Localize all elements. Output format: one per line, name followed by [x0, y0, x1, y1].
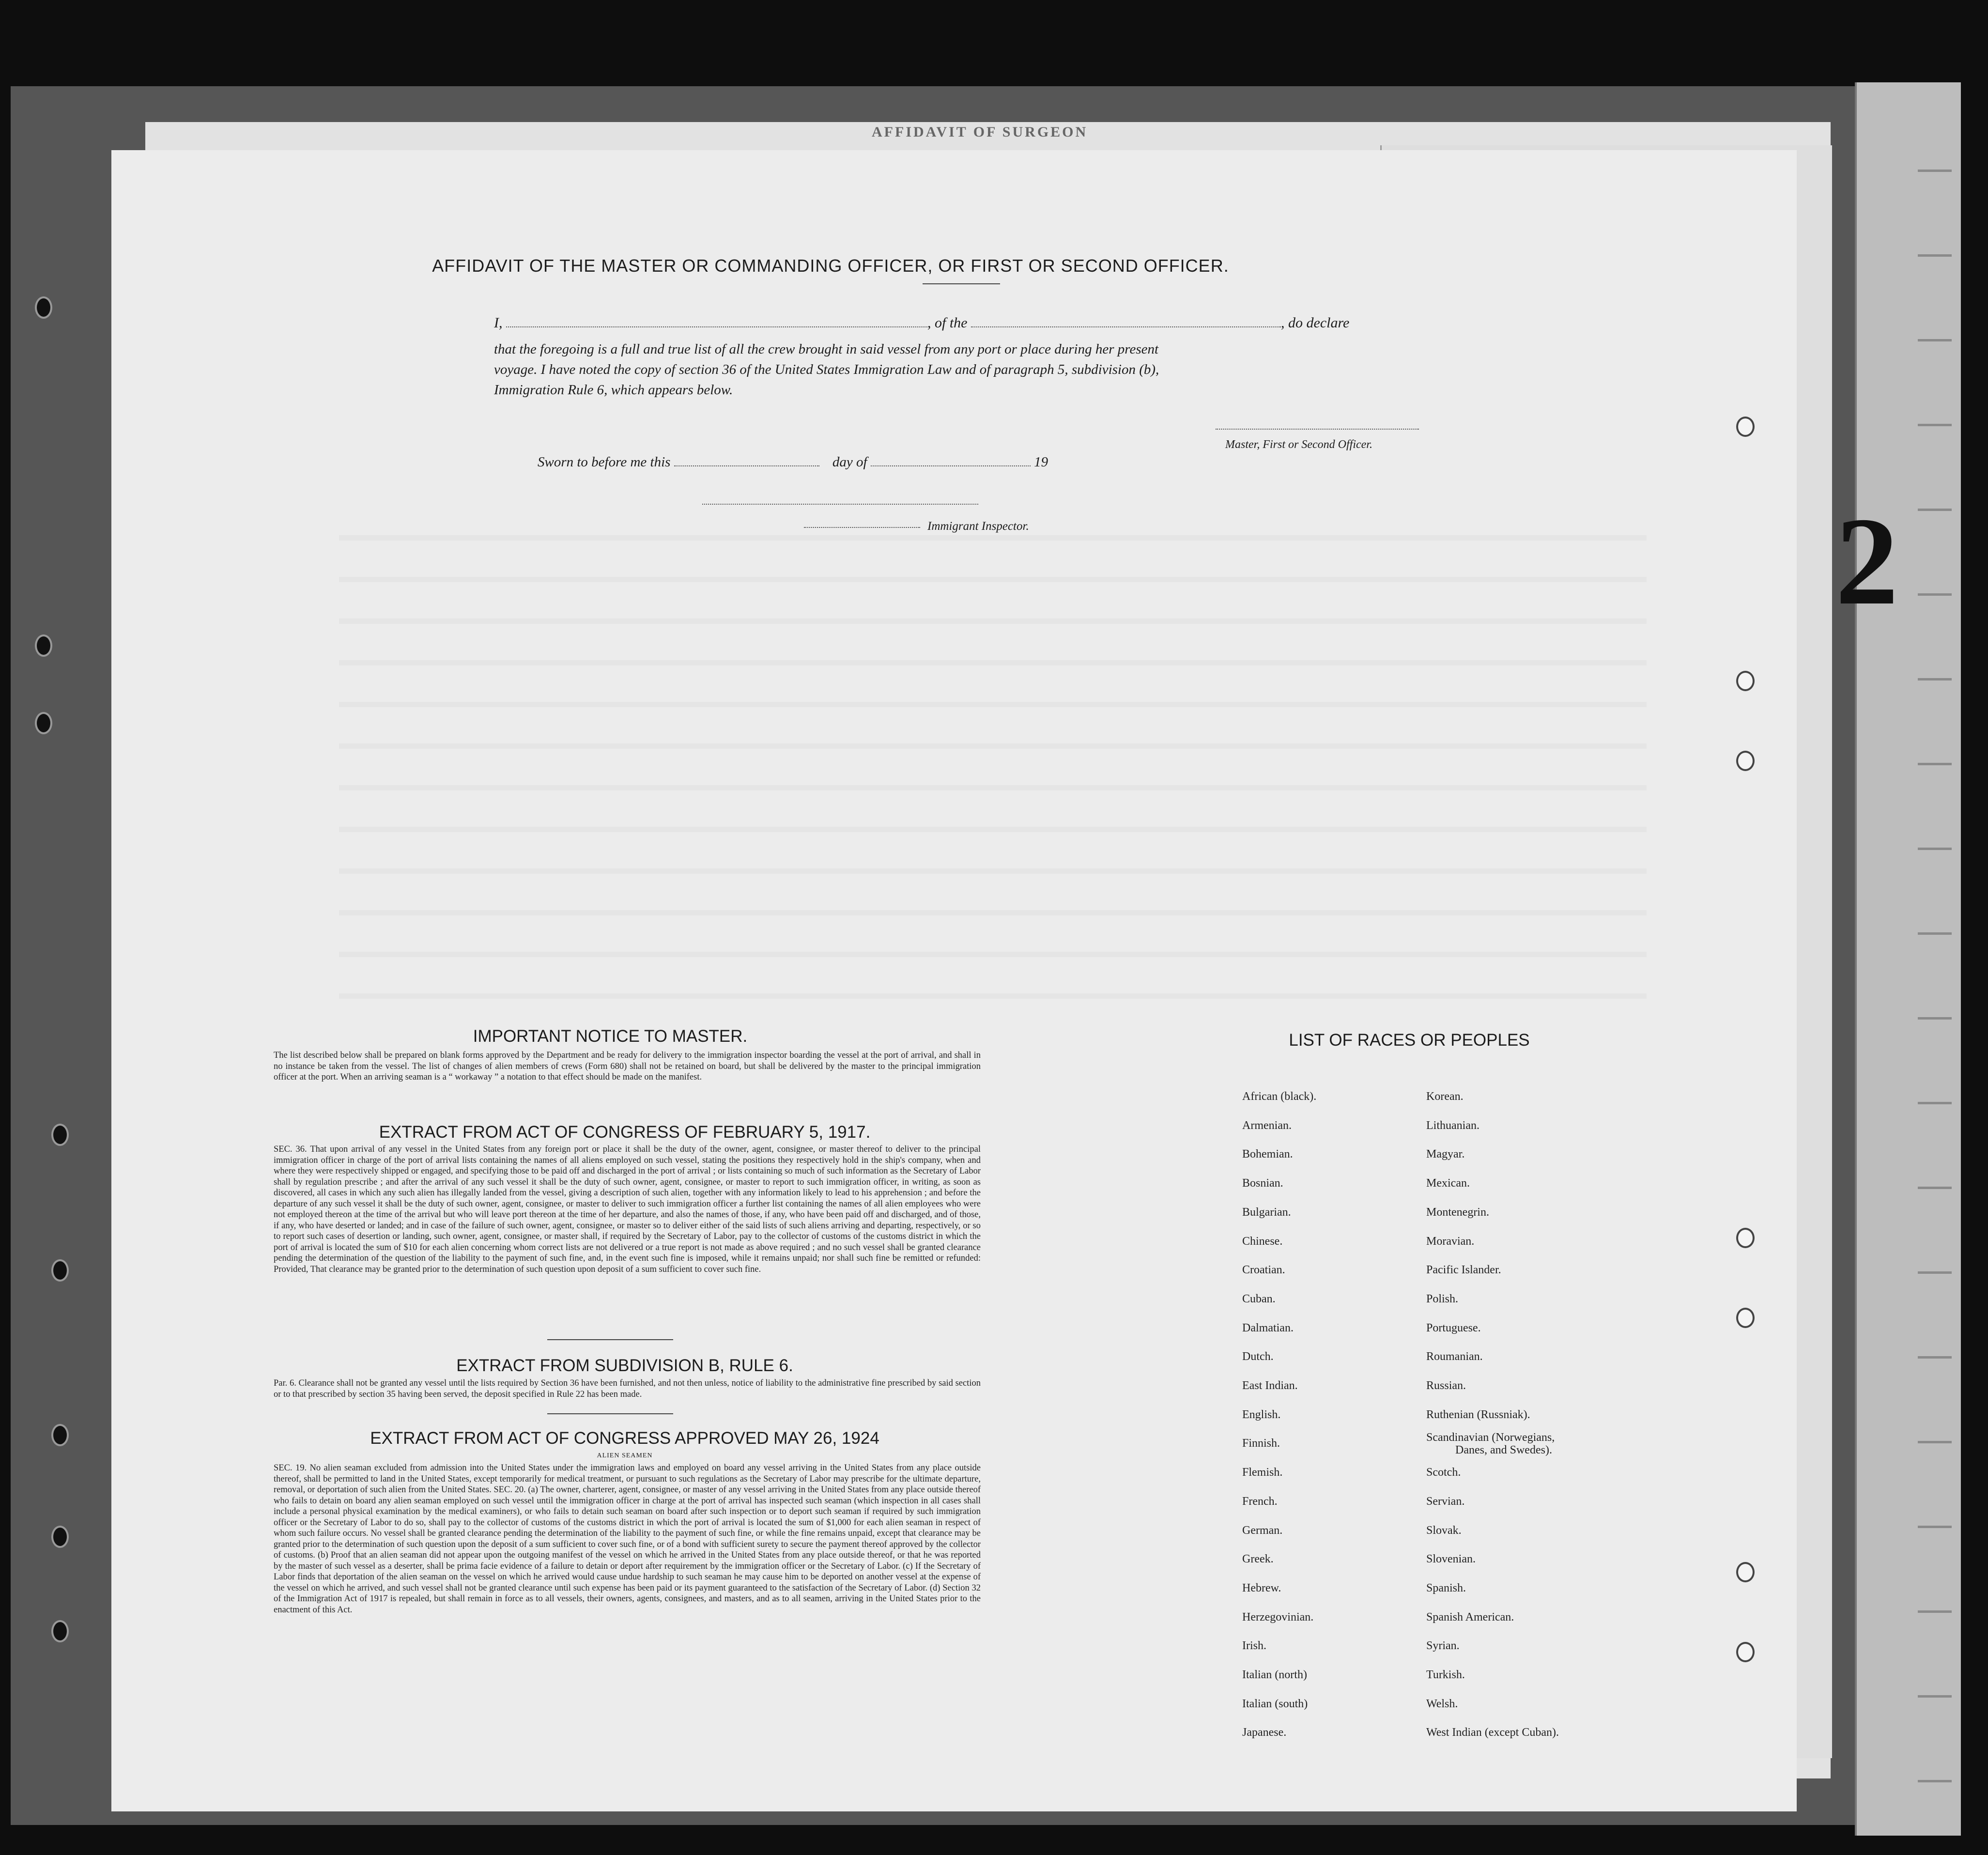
race-item: Welsh. [1426, 1697, 1458, 1710]
race-item: Bohemian. [1242, 1148, 1293, 1161]
race-item [1426, 1429, 1559, 1458]
race-item: Armenian. [1242, 1119, 1292, 1132]
race-item-line: Scandinavian (Norwegians, [1426, 1431, 1555, 1444]
binding-hole [35, 296, 52, 319]
race-item: African (black). [1242, 1090, 1317, 1103]
binding-hole [51, 1526, 69, 1548]
name-blank [506, 326, 927, 327]
race-item: Hebrew. [1242, 1581, 1281, 1594]
race-item: Pacific Islander. [1426, 1264, 1501, 1277]
back-page-rules [1918, 87, 1952, 1811]
binding-hole [1736, 1562, 1755, 1582]
race-item: Finnish. [1242, 1437, 1280, 1450]
race-item: Japanese. [1242, 1726, 1287, 1739]
race-item: Ruthenian (Russniak). [1426, 1408, 1530, 1421]
race-item: Greek. [1242, 1553, 1274, 1566]
race-item: Montenegrin. [1426, 1206, 1489, 1219]
race-item: Dutch. [1242, 1350, 1274, 1363]
race-item: Slovak. [1426, 1524, 1462, 1537]
of-the-label: , of the [927, 315, 968, 331]
extract-1924-text: SEC. 19. No alien seaman excluded from admission into the United States under the immigration laws and employed on board any vessel arriving in the United States from any place outside thereof, shall be permitted to land in the United States, except temporarily for medical treatment, or pursuant to such regulations as the Secretary of Labor may prescribe for the ultimate departure, removal, or deportation of such alien from the United States. SEC. 20. (a) The owner, charterer, agent, consignee, or master of any vessel arriving in the United States from any place outside thereof who fails to detain on board any alien seaman employed on such vessel until the immigration officer in charge at the port of arrival has inspected such seaman (which inspection in all cases shall include a personal physical examination by the medical examiners), or who fails to detain such seaman on board after such inspection or to deport such seaman if required by such immigration officer or the Secretary of Labor to do so, shall pay to the collector of customs of the customs district in which the port of arrival is located the sum of $1,000 for each alien seaman in respect of whom such failure occurs. No vessel shall be granted clearance pending the determination of the liability to the payment of such fine, or while the fine remains unpaid, except that clearance may be granted prior to the determination of such question upon the deposit of a sum sufficient to cover such fine, or of a bond with sufficient surety to secure the payment thereof approved by the collector of customs. (b) Proof that an alien seaman did not appear upon the outgoing manifest of the vessel on which he arrived in the United States from any place outside thereof, or that he was reported by the master of such vessel as a deserter, shall be prima facie evidence of a failure to detain or deport after requirement by the immigration officer or the Secretary of Labor. (c) If the Secretary of Labor finds that deportation of the alien seaman on the vessel on which he arrived would cause undue hardship to such seaman he may cause him to be deported on another vessel at the expense of the vessel on which he arrived, and such vessel shall not be granted clearance until such expense has been paid or its payment guaranteed to the satisfaction of the Secretary of Labor. (d) Section 32 of the Immigration Act of 1917 is repealed, but shall remain in force as to all vessels, their owners, agents, consignees, and masters, and as to all seamen, arriving in the United States prior to the enactment of this Act. [274, 1463, 981, 1615]
binding-hole [1736, 417, 1755, 437]
race-item: Korean. [1426, 1090, 1464, 1103]
i-label: I, [494, 315, 503, 331]
race-item: Syrian. [1426, 1639, 1460, 1653]
race-item: French. [1242, 1495, 1278, 1508]
race-item: English. [1242, 1408, 1281, 1421]
races-title: LIST OF RACES OR PEOPLES [1289, 1031, 1530, 1050]
notice-title: IMPORTANT NOTICE TO MASTER. [473, 1027, 748, 1046]
inspector-blank [804, 527, 920, 528]
bleed-through-table [339, 499, 1647, 1007]
body-line: that the foregoing is a full and true list of all the crew brought in said vessel from any port or place during her present [494, 341, 1159, 357]
race-item: Flemish. [1242, 1466, 1283, 1479]
race-item: Lithuanian. [1426, 1119, 1479, 1132]
binding-hole [1736, 751, 1755, 771]
race-item: Moravian. [1426, 1235, 1475, 1248]
binding-hole [51, 1124, 69, 1146]
signature-blank [1216, 429, 1419, 430]
race-item: Herzegovinian. [1242, 1610, 1314, 1623]
extract-rule6-text: Par. 6. Clearance shall not be granted any vessel until the lists required by Section 36 have been furnished, and not then unless, notice of liability to the administrative fine prescribed by said section or to that prescribed by section 35 having been served, the deposit specified in Rule 22 has been made. [274, 1378, 981, 1399]
sworn-label: Sworn to before me this [538, 454, 671, 470]
race-item: Dalmatian. [1242, 1321, 1294, 1334]
race-item-continuation: Danes, and Swedes). [1455, 1444, 1552, 1457]
race-item: Turkish. [1426, 1669, 1465, 1682]
race-item: Roumanian. [1426, 1350, 1483, 1363]
binding-hole [51, 1424, 69, 1446]
race-item: Servian. [1426, 1495, 1465, 1508]
race-item: Magyar. [1426, 1148, 1465, 1161]
race-item: Portuguese. [1426, 1321, 1481, 1334]
inspector-signature-blank [702, 504, 978, 505]
year-label: 19 [1034, 454, 1048, 470]
extract-1924-subtitle: ALIEN SEAMEN [597, 1452, 653, 1459]
inspector-label: Immigrant Inspector. [927, 520, 1029, 533]
race-item: Bosnian. [1242, 1177, 1283, 1190]
race-item: West Indian (except Cuban). [1426, 1726, 1559, 1739]
race-item: Croatian. [1242, 1264, 1285, 1277]
race-item: Spanish American. [1426, 1610, 1514, 1623]
race-item: Scotch. [1426, 1466, 1461, 1479]
page-number-handwritten: 2 [1835, 492, 1898, 631]
day-blank [674, 465, 819, 466]
race-item: German. [1242, 1524, 1283, 1537]
race-item: Slovenian. [1426, 1553, 1476, 1566]
race-item: Irish. [1242, 1639, 1266, 1653]
race-item: Bulgarian. [1242, 1206, 1291, 1219]
binding-hole [35, 634, 52, 657]
divider [547, 1413, 673, 1414]
affidavit-title: AFFIDAVIT OF THE MASTER OR COMMANDING OFFICER, OR FIRST OR SECOND OFFICER. [432, 256, 1229, 276]
race-item: East Indian. [1242, 1379, 1298, 1392]
binding-hole [1736, 1228, 1755, 1248]
body-line: Immigration Rule 6, which appears below. [494, 382, 733, 398]
race-item: Italian (north) [1242, 1669, 1307, 1682]
races-column-1 [1242, 1082, 1316, 1747]
do-declare-label: , do declare [1281, 315, 1350, 331]
binding-hole [51, 1620, 69, 1642]
binding-hole [1736, 671, 1755, 691]
body-line: voyage. I have noted the copy of section 36 of the United States Immigration Law and of paragraph 5, subdivision (b), [494, 362, 1159, 377]
races-column-2 [1426, 1082, 1559, 1747]
master-signature-label: Master, First or Second Officer. [1225, 438, 1372, 451]
binding-hole [1736, 1308, 1755, 1328]
day-of-label: day of [832, 454, 867, 470]
binding-hole [35, 712, 52, 734]
vessel-blank [971, 326, 1281, 327]
extract-1924-title: EXTRACT FROM ACT OF CONGRESS APPROVED MAY 26, 1924 [370, 1429, 879, 1448]
extract-rule6-title: EXTRACT FROM SUBDIVISION B, RULE 6. [456, 1356, 793, 1375]
race-item: Spanish. [1426, 1581, 1466, 1594]
race-item: Polish. [1426, 1292, 1459, 1305]
race-item: Italian (south) [1242, 1697, 1308, 1710]
race-item: Russian. [1426, 1379, 1466, 1392]
declaration-line [494, 315, 1463, 331]
race-item: Cuban. [1242, 1292, 1276, 1305]
underlying-sheet-label: AFFIDAVIT OF SURGEON [872, 124, 1088, 140]
divider [547, 1339, 673, 1340]
race-item: Mexican. [1426, 1177, 1470, 1190]
divider [923, 283, 1000, 284]
race-item: Chinese. [1242, 1235, 1283, 1248]
extract-1917-text: SEC. 36. That upon arrival of any vessel in the United States from any foreign port or place it shall be the duty of the owner, agent, consignee, or master thereof to deliver to the principal immigration officer in charge of the port of arrival lists containing the names of all aliens employed on such vessel, stating the positions they respectively hold in the ship's company, when and where they were respectively shipped or engaged, and specifying those to be paid off and discharged in the port of arrival ; or lists containing so much of such information as the Secretary of Labor shall by regulation prescribe ; and after the arrival of any such vessel it shall be the duty of such owner, agent, consignee, or master to report to such immigration officer, in writing, as soon as discovered, all cases in which any such alien has illegally landed from the vessel, giving a description of such alien, together with any information likely to lead to his apprehension ; and before the departure of any such vessel it shall be the duty of such owner, agent, consignee, or master to deliver to such immigration officer a further list containing the names of all alien employees who were not employed thereon at the time of the arrival but who will leave port thereon at the time of her departure, and also the names of those, if any, who have been paid off and discharged, and of those, if any, who have deserted or landed; and in case of the failure of such owner, agent, consignee, or master so to deliver either of the said lists of such aliens arriving and departing, respectively, or so to report such cases of desertion or landing, such owner, agent, consignee, or master shall, if required by the Secretary of Labor, pay to the collector of customs of the customs district in which the port of arrival is located the sum of $10 for each alien concerning whom correct lists are not delivered or a true report is not made as above required ; and no such vessel shall be granted clearance pending the determination of the question of the liability to the payment of such fine, and, in the event such fine is imposed, while it remains unpaid; nor shall such fine be remitted or refunded: Provided, That clearance may be granted prior to the determination of such question upon deposit of a sum sufficient to cover such fine. [274, 1144, 981, 1274]
notice-text: The list described below shall be prepared on blank forms approved by the Department and be ready for delivery to the immigration inspector boarding the vessel at the port of arrival, and shall in no instance be taken from the vessel. The list of changes of alien members of crews (Form 680) shall not be retained on board, but shall be delivered by the master to the principal immigration officer at the port. When an arriving seaman is a “ workaway ” a notation to that effect should be made on the manifest. [274, 1051, 981, 1082]
month-blank [871, 465, 1031, 466]
affidavit-body [494, 339, 1463, 400]
binding-hole [1736, 1642, 1755, 1662]
extract-1917-title: EXTRACT FROM ACT OF CONGRESS OF FEBRUARY 5, 1917. [379, 1123, 871, 1142]
binding-hole [51, 1259, 69, 1282]
sworn-line [538, 454, 1119, 470]
